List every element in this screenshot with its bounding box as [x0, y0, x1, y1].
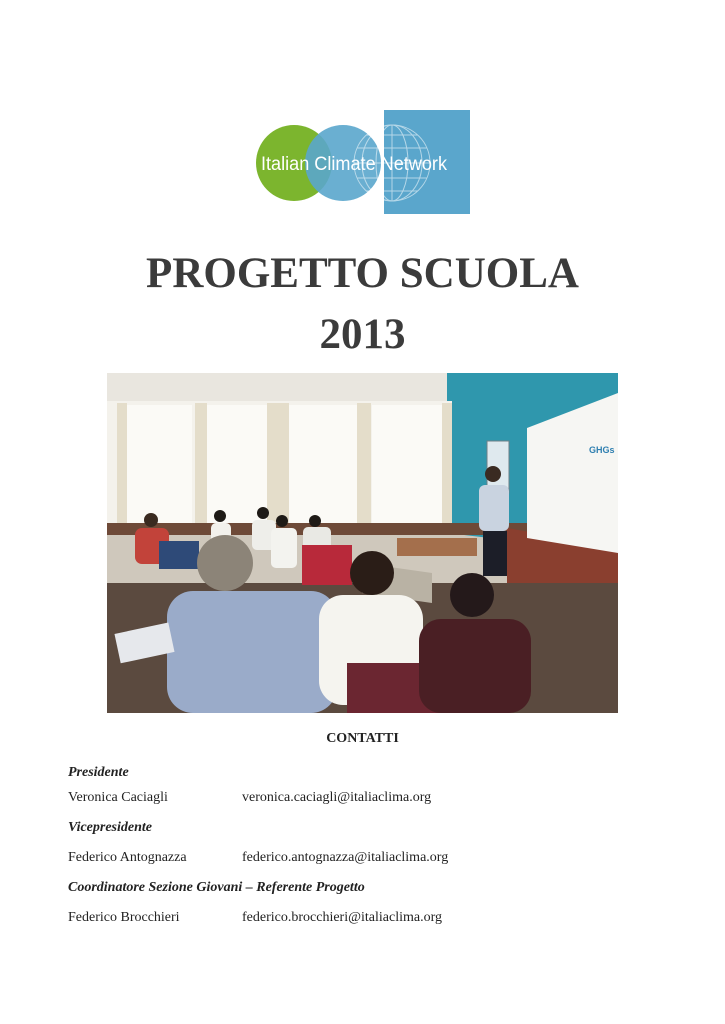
contact-name-presidente: Veronica Caciagli: [68, 790, 168, 805]
contact-email-vicepresidente[interactable]: federico.antognazza@italiaclima.org: [242, 850, 449, 865]
role-vicepresidente: Vicepresidente: [68, 820, 152, 835]
contact-name-coordinatore: Federico Brocchieri: [68, 910, 180, 925]
italian-climate-network-logo: [256, 110, 472, 216]
page-title-year: 2013: [319, 311, 406, 358]
role-presidente: Presidente: [68, 765, 129, 780]
contact-name-vicepresidente: Federico Antognazza: [68, 850, 187, 865]
screen-text: GHGs: [589, 445, 615, 455]
page-title: PROGETTO SCUOLA: [146, 250, 579, 297]
contact-email-coordinatore[interactable]: federico.brocchieri@italiaclima.org: [242, 910, 442, 925]
role-coordinatore: Coordinatore Sezione Giovani – Referente Progetto: [68, 880, 365, 895]
contact-email-presidente[interactable]: veronica.caciagli@italiaclima.org: [242, 790, 432, 805]
logo-text: Italian Climate Network: [261, 154, 448, 175]
classroom-photo: [107, 373, 618, 713]
contacts-heading: CONTATTI: [326, 731, 399, 746]
